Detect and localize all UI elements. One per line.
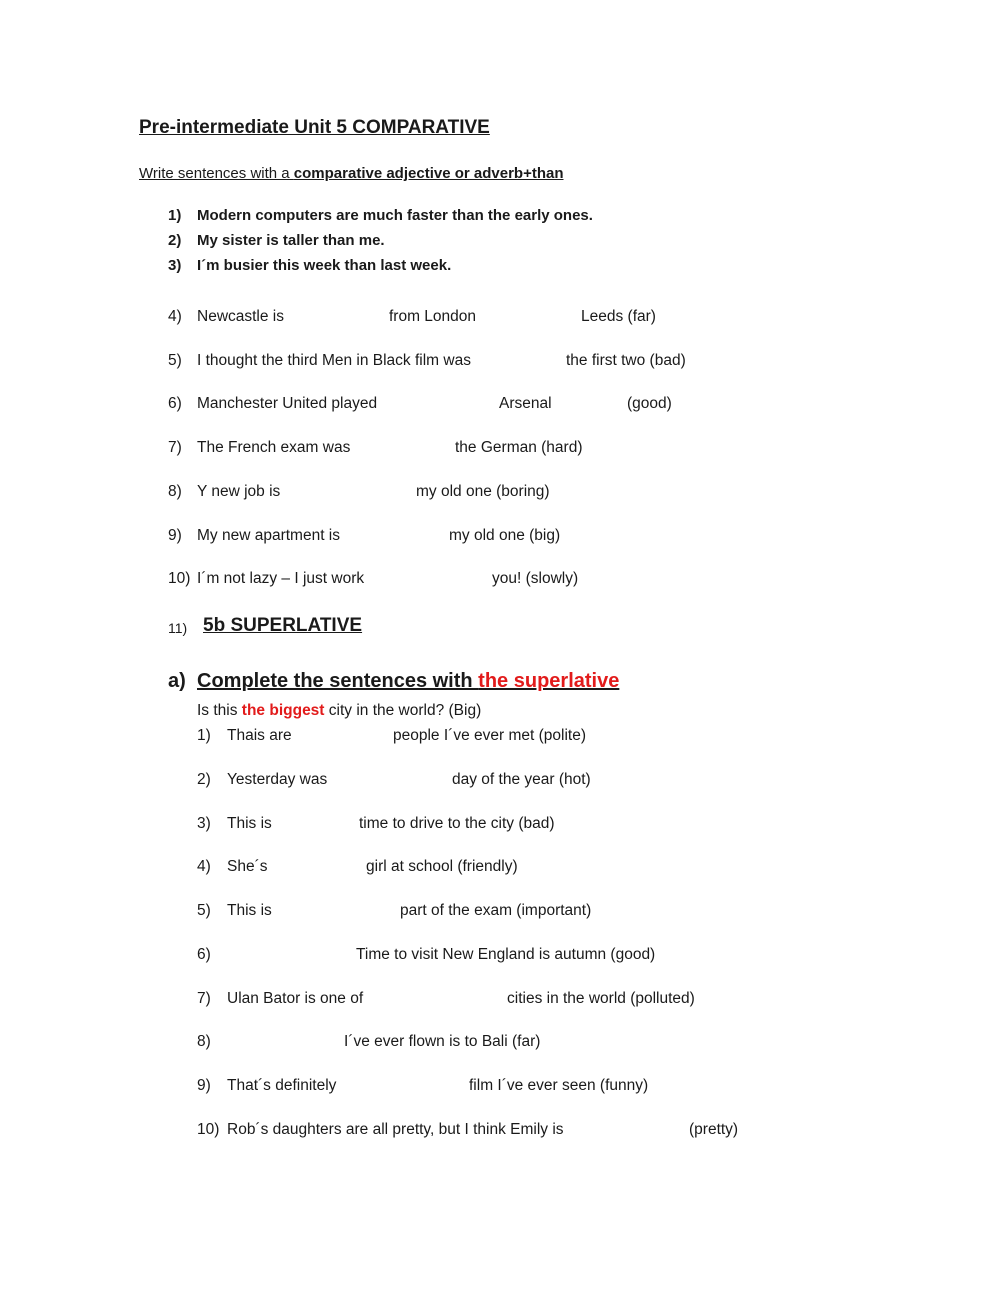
- page-title: Pre-intermediate Unit 5 COMPARATIVE: [139, 117, 490, 138]
- part-a-heading: [197, 670, 619, 693]
- item-5-part-2: the first two (bad): [566, 352, 686, 369]
- sup-item-9-part-1: That´s definitely: [227, 1077, 337, 1094]
- sup-item-7-part-2: cities in the world (polluted): [507, 990, 695, 1007]
- sup-item-7-part-1: Ulan Bator is one of: [227, 990, 364, 1007]
- sup-item-4-part-1: She´s: [227, 858, 268, 875]
- example-after: city in the world? (Big): [324, 702, 482, 719]
- example-2-text: My sister is taller than me.: [197, 232, 385, 249]
- sup-item-4-num: 4): [197, 858, 211, 875]
- example-2-num: 2): [168, 232, 182, 249]
- item-9-part-1: My new apartment is: [197, 527, 340, 544]
- item-7-part-1: The French exam was: [197, 439, 351, 456]
- sup-item-9-num: 9): [197, 1077, 211, 1094]
- item-5-num: 5): [168, 352, 182, 369]
- item-10-part-1: I´m not lazy – I just work: [197, 570, 365, 587]
- sup-item-10-part-1: Rob´s daughters are all pretty, but I think Emily is: [227, 1121, 564, 1138]
- example-3-text: I´m busier this week than last week.: [197, 257, 452, 274]
- item-7-num: 7): [168, 439, 182, 456]
- instruction-prefix: Write sentences with a: [139, 165, 294, 182]
- item-6-part-2: Arsenal: [499, 395, 552, 412]
- sup-item-3-num: 3): [197, 815, 211, 832]
- example-before: Is this: [197, 702, 242, 719]
- item-9-part-2: my old one (big): [449, 527, 561, 544]
- instruction: [139, 165, 564, 182]
- part-a-heading-prefix: Complete the sentences with: [197, 670, 479, 692]
- item-6-num: 6): [168, 395, 182, 412]
- sup-item-5-num: 5): [197, 902, 211, 919]
- item-6-part-1: Manchester United played: [197, 395, 378, 412]
- sup-item-4-part-2: girl at school (friendly): [366, 858, 518, 875]
- item-5-part-1: I thought the third Men in Black film was: [197, 352, 471, 369]
- item-4-num: 4): [168, 308, 182, 325]
- sup-item-2-part-2: day of the year (hot): [452, 771, 591, 788]
- section-b-num: 11): [168, 620, 188, 636]
- item-8-part-2: my old one (boring): [416, 483, 550, 500]
- part-a-heading-highlight: the superlative: [478, 670, 620, 692]
- example-highlight: the biggest: [241, 702, 325, 719]
- sup-item-1-part-1: Thais are: [227, 727, 292, 744]
- example-1-num: 1): [168, 207, 182, 224]
- sup-item-6-part-2: Time to visit New England is autumn (good): [356, 946, 656, 963]
- part-a-example: [197, 702, 481, 720]
- item-7-part-2: the German (hard): [455, 439, 583, 456]
- sup-item-2-part-1: Yesterday was: [227, 771, 328, 788]
- sup-item-10-part-2: (pretty): [689, 1121, 739, 1138]
- item-10-num: 10): [168, 570, 191, 587]
- item-6-part-3: (good): [627, 395, 672, 412]
- item-8-part-1: Y new job is: [197, 483, 281, 500]
- sup-item-2-num: 2): [197, 771, 211, 788]
- sup-item-1-part-2: people I´ve ever met (polite): [393, 727, 586, 744]
- item-4-part-2: from London: [389, 308, 477, 325]
- instruction-bold: comparative adjective or adverb+than: [293, 165, 564, 182]
- sup-item-9-part-2: film I´ve ever seen (funny): [469, 1077, 649, 1094]
- item-9-num: 9): [168, 527, 182, 544]
- sup-item-3-part-2: time to drive to the city (bad): [359, 815, 555, 832]
- sup-item-3-part-1: This is: [227, 815, 272, 832]
- sup-item-5-part-2: part of the exam (important): [400, 902, 592, 919]
- sup-item-7-num: 7): [197, 990, 211, 1007]
- sup-item-8-num: 8): [197, 1033, 211, 1050]
- item-4-part-1: Newcastle is: [197, 308, 284, 325]
- section-b-title: 5b SUPERLATIVE: [203, 615, 363, 636]
- item-4-part-3: Leeds (far): [581, 308, 656, 325]
- example-1-text: Modern computers are much faster than the early ones.: [197, 207, 593, 224]
- part-a-letter: a): [168, 670, 186, 692]
- sup-item-5-part-1: This is: [227, 902, 272, 919]
- sup-item-10-num: 10): [197, 1121, 220, 1138]
- item-8-num: 8): [168, 483, 182, 500]
- example-3-num: 3): [168, 257, 182, 274]
- sup-item-6-num: 6): [197, 946, 211, 963]
- sup-item-1-num: 1): [197, 727, 211, 744]
- item-10-part-2: you! (slowly): [492, 570, 579, 587]
- sup-item-8-part-2: I´ve ever flown is to Bali (far): [344, 1033, 541, 1050]
